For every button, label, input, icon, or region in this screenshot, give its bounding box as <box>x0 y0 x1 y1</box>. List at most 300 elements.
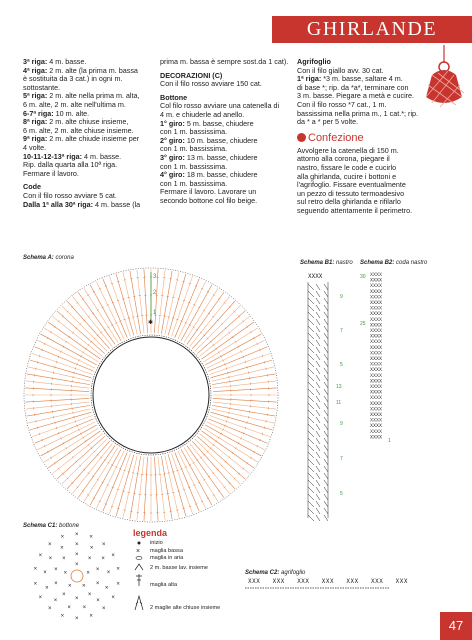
nastro-row-number: 7 <box>340 328 343 334</box>
nastro-diagram <box>298 270 358 522</box>
corona-stitch-tick <box>117 281 119 282</box>
corona-stitch <box>116 274 134 335</box>
nastro-stitch <box>308 361 328 367</box>
nastro-stitch <box>308 375 328 381</box>
instruction-text: 10 m. basse, chiudere <box>184 135 258 145</box>
bottone-stitch: × <box>116 566 120 573</box>
corona-stitch-tick <box>124 510 126 511</box>
instruction-label: 9ª riga: <box>23 134 48 144</box>
coda-stitch-row: XXXX <box>370 339 383 346</box>
corona-stitch <box>158 457 165 521</box>
corona-stitch-tick <box>176 510 178 511</box>
corona-stitch-tick <box>264 361 265 363</box>
coda-row-number: 1 <box>388 438 391 444</box>
corona-stitch <box>175 452 199 511</box>
instruction-text: con 1 m. bassissima. <box>160 127 228 137</box>
bottone-stitch: × <box>38 553 43 559</box>
nastro-stitch <box>308 431 328 437</box>
coda-stitch-row: XXXX <box>370 305 383 312</box>
corona-stitch <box>190 296 230 346</box>
col1-paragraph <box>23 58 155 178</box>
confezione-heading-text: Confezione <box>308 131 364 144</box>
instruction-text: con 1 m. bassissima. <box>160 144 228 154</box>
instruction-text: 2 m. alte (la prima m. bassa <box>47 65 138 75</box>
nastro-stitch <box>308 501 328 507</box>
bottone-stitch: × <box>89 545 94 552</box>
instruction-text: 4 m. basse. <box>47 57 87 66</box>
coda-stitch-row: XXXX <box>370 344 383 351</box>
corona-stitch-tick <box>266 368 267 370</box>
corona-stitch-tick <box>74 372 75 374</box>
col3-confezione-paragraph <box>297 147 425 216</box>
instruction-label: 1ª riga: <box>297 74 322 84</box>
instruction-text: *3 m. basse, saltare 4 m. <box>321 74 403 84</box>
nastro-row-number: 7 <box>340 456 343 462</box>
corona-stitch <box>154 457 158 521</box>
nastro-row-number: 5 <box>340 362 343 368</box>
bottone-stitch: × <box>48 555 53 562</box>
coda-stitch-row: XXXX <box>370 428 383 435</box>
corona-stitch-tick <box>128 318 130 319</box>
instruction-label: 3ª riga: <box>23 57 48 66</box>
coda-stitch-row: XXXX <box>370 417 383 424</box>
decorazioni-heading: DECORAZIONI (C) <box>160 70 223 80</box>
schema-b1-label-key: Schema B1: <box>300 260 335 266</box>
corona-stitch-tick <box>247 422 248 424</box>
corona-stitch <box>52 316 102 356</box>
schema-a-label-name: corona <box>55 255 74 261</box>
corona-stitch <box>32 353 92 374</box>
corona-stitch-tick <box>266 420 267 422</box>
instruction-text: Col filo rosso avviare una catenella di <box>160 101 280 111</box>
bottone-stitch: × <box>116 581 120 588</box>
corona-stitch <box>165 272 179 334</box>
corona-stitch <box>211 360 272 378</box>
coda-stitch-row: XXXX <box>370 400 383 407</box>
corona-stitch-tick <box>168 317 170 318</box>
coda-stitch-row: XXXX <box>370 434 383 441</box>
bottone-stitch: × <box>43 570 47 577</box>
corona-stitch <box>48 431 100 468</box>
corona-stitch-tick <box>168 473 170 474</box>
corona-stitch <box>26 402 90 409</box>
bottone-stitch: × <box>86 570 90 577</box>
nastro-stitch <box>308 410 328 416</box>
corona-stitch-tick <box>122 491 124 492</box>
bottone-stitch: × <box>82 605 87 612</box>
nastro-stitch <box>308 354 328 360</box>
corona-stitch-tick <box>128 297 130 298</box>
coda-stitch-row: XXXX <box>370 356 383 362</box>
corona-stitch-tick <box>183 281 185 282</box>
bottone-stitch: × <box>60 545 64 552</box>
corona-stitch <box>144 269 148 333</box>
nastro-stitch <box>308 403 328 409</box>
bottone-stitch: × <box>95 580 100 587</box>
bottone-stitch: × <box>89 534 93 541</box>
corona-stitch <box>212 405 275 416</box>
legend-item: maglia alta <box>150 582 178 588</box>
corona-stitch-tick <box>183 508 185 509</box>
instruction-text: 5 m. basse, chiudere <box>184 118 254 128</box>
corona-stitch <box>72 296 112 346</box>
text-line: nastro, fissare le code e cucirlo <box>297 162 397 172</box>
corona-stitch <box>123 272 137 334</box>
corona-stitch <box>116 455 134 516</box>
coda-stitch-row: XXXX <box>370 277 383 284</box>
bottone-stitch: × <box>82 583 86 590</box>
corona-stitch <box>171 454 192 514</box>
nastro-stitch <box>308 459 328 465</box>
corona-stitch-tick <box>36 420 37 422</box>
coda-stitch-row: XXXX <box>370 378 383 385</box>
corona-stitch <box>210 415 270 436</box>
schema-b2-label-name: coda nastro <box>396 260 428 266</box>
corona-stitch <box>137 457 144 521</box>
corona-stitch-tick <box>264 427 265 429</box>
instruction-label: 2° giro: <box>160 135 185 145</box>
corona-row-number: 2 <box>153 290 157 296</box>
coda-stitch-row: XXXX <box>370 322 383 329</box>
nastro-stitch <box>308 291 328 297</box>
nastro-stitch <box>308 396 328 402</box>
bottone-stitch: × <box>75 562 79 568</box>
bottone-stitch: × <box>75 616 79 622</box>
dc2tog-icon <box>135 596 143 610</box>
corona-stitch-tick <box>178 491 180 492</box>
bottone-stitch: × <box>60 613 65 620</box>
corona-diagram <box>20 264 285 526</box>
corona-stitch <box>72 443 112 493</box>
bottone-center-ring <box>71 570 83 582</box>
corona-stitch <box>213 402 277 409</box>
instruction-text: secondo bottone col filo beige. <box>160 195 258 205</box>
corona-stitch-tick <box>53 416 54 418</box>
corona-stitch <box>208 419 267 443</box>
nastro-stitch <box>308 298 328 304</box>
text-line <box>23 170 155 179</box>
corona-stitch <box>195 306 240 351</box>
nastro-stitch <box>308 424 328 430</box>
schema-c1-label-name: bottone <box>59 523 80 529</box>
text-line: l'agrifoglio. Fissare eventualmente <box>297 180 406 190</box>
corona-stitch-tick <box>128 492 130 493</box>
instruction-text: 4 volte. <box>23 142 47 152</box>
nastro-stitch <box>308 508 328 514</box>
corona-row-number: 3 <box>153 274 157 280</box>
instruction-label: 10-11-12-13ª riga: <box>23 151 82 161</box>
text-line <box>297 118 425 127</box>
schema-c2-label-name: agrifoglio <box>281 570 306 576</box>
nastro-stitch <box>308 494 328 500</box>
coda-stitch-row: XXXX <box>370 406 383 413</box>
instruction-label: 8ª riga: <box>23 117 48 127</box>
instruction-label: 4ª riga: <box>23 65 48 75</box>
corona-stitch <box>158 270 165 334</box>
double-crochet-icon <box>136 574 142 586</box>
instruction-text: Rip. dalla quarta alla 10ª riga. <box>23 160 118 170</box>
bottone-stitch: × <box>62 556 66 563</box>
bottone-stitch: × <box>54 567 58 574</box>
coda-stitch-row: XXXX <box>370 423 383 430</box>
corona-stitch <box>175 279 199 338</box>
corona-stitch-tick <box>228 372 229 374</box>
instruction-text: 4 m. e chiuderle ad anello. <box>160 109 245 119</box>
nastro-row-number: 9 <box>340 421 343 427</box>
corona-stitch <box>78 446 115 498</box>
header-band <box>272 16 472 43</box>
column-2 <box>160 58 290 211</box>
nastro-stitch <box>308 347 328 353</box>
corona-stitch <box>27 374 90 385</box>
corona-stitch <box>212 374 275 385</box>
text-line: prima m. bassa è sempre sost.da 1 cat). <box>160 57 289 66</box>
nastro-stitch <box>308 305 328 311</box>
corona-stitch <box>28 409 90 423</box>
schema-b2-label <box>360 260 427 266</box>
corona-stitch <box>52 434 102 474</box>
instruction-text: 18 m. basse, chiudere <box>184 170 258 180</box>
corona-stitch-tick <box>128 472 130 473</box>
col2-bottone-paragraph <box>160 102 290 205</box>
legend-item: 2 maglie alte chiuse insieme <box>150 605 221 611</box>
corona-stitch <box>211 412 272 430</box>
nastro-stitch <box>308 312 328 318</box>
corona-stitch <box>27 405 90 416</box>
bottone-stitch: × <box>111 595 115 601</box>
coda-stitch-row: XXXX <box>370 384 383 390</box>
nastro-stitch <box>308 438 328 444</box>
nastro-stitch <box>308 480 328 486</box>
instruction-text: da * a * per 5 volte. <box>297 117 359 127</box>
nastro-row-number: 11 <box>336 400 342 406</box>
corona-stitch <box>187 292 224 344</box>
nastro-stitch <box>308 284 328 290</box>
corona-stitch <box>28 367 90 381</box>
text-line: sul retro della ghirlanda e rifilarlo <box>297 197 401 207</box>
nastro-stitch <box>308 382 328 388</box>
corona-stitch <box>130 456 141 519</box>
coda-stitch-row: XXXX <box>370 272 383 278</box>
corona-stitch <box>211 409 273 423</box>
nastro-stitch <box>308 333 328 339</box>
corona-stitch <box>25 398 89 402</box>
nastro-stitch <box>308 389 328 395</box>
nastro-row-number: 13 <box>336 384 342 390</box>
agrifoglio-baseline <box>245 585 395 591</box>
coda-stitch-row: XXXX <box>370 300 383 306</box>
agrifoglio-stitch-row: XXX XXX XXX XXX XXX XXX XXX <box>248 578 408 585</box>
corona-stitch-tick <box>228 416 229 418</box>
corona-stitch-tick <box>55 422 56 424</box>
schema-c1-label-key: Schema C1: <box>23 523 58 529</box>
bottone-stitch: × <box>101 555 105 562</box>
corona-stitch-tick <box>247 366 248 368</box>
legend-item: 2 m. basse lav. insieme <box>150 565 209 571</box>
bottone-stitch: × <box>33 581 38 588</box>
code-heading: Code <box>23 182 41 192</box>
coda-stitch-row: XXXX <box>370 333 383 340</box>
bottone-stitch: × <box>62 591 66 598</box>
instruction-text: 4 m. basse. <box>82 151 122 161</box>
schema-c2-label <box>245 570 305 576</box>
corona-inner-chain <box>91 335 211 455</box>
coda-stitch-row: XXXX <box>370 412 383 418</box>
text-line: un pezzo di tessuto termoadesivo <box>297 188 405 198</box>
coda-stitch-row: XXXX <box>370 294 383 301</box>
bottone-stitch: × <box>95 567 100 574</box>
corona-stitch-tick <box>37 361 38 363</box>
instruction-text: 2 m. alte chiuse insieme, <box>47 117 129 127</box>
nastro-stitch <box>308 326 328 332</box>
legend-item: inizio <box>150 540 163 546</box>
instruction-text: 13 m. basse, chiudere <box>184 152 258 162</box>
nastro-stitch <box>308 445 328 451</box>
corona-stitch-tick <box>248 416 249 418</box>
instruction-text: 2 m. alte nella prima m. alta, <box>47 91 140 101</box>
nastro-stitch <box>308 417 328 423</box>
corona-stitch-tick <box>172 297 174 298</box>
corona-stitch <box>165 455 179 517</box>
legend-symbols <box>128 540 152 620</box>
text-line: Con il filo rosso avviare 150 cat. <box>160 79 262 89</box>
nastro-stitch <box>308 452 328 458</box>
bottone-stitch: × <box>106 570 111 577</box>
schema-c2-label-key: Schema C2: <box>245 570 280 576</box>
legend-item: maglia in aria <box>150 555 184 561</box>
bottone-stitch: × <box>63 570 68 577</box>
coda-nastro-diagram <box>360 270 400 450</box>
bottone-stitch: × <box>45 585 49 592</box>
schema-b1-label <box>300 260 353 266</box>
text-line <box>160 197 290 206</box>
instruction-text: 2 m. alte chiude insieme per <box>47 134 140 144</box>
corona-stitch <box>213 381 277 388</box>
nastro-stitch <box>308 515 328 521</box>
bottone-stitch: × <box>101 541 106 548</box>
instruction-text: con 1 m. bassissima. <box>160 161 228 171</box>
instruction-text: di base *; rip. da *a*, terminare con <box>297 82 409 92</box>
corona-stitch-tick <box>74 416 75 418</box>
corona-stitch-tick <box>36 368 37 370</box>
corona-stitch-tick <box>124 280 126 281</box>
corona-stitch <box>199 434 249 474</box>
corona-stitch-tick <box>178 299 180 300</box>
nastro-stitch <box>308 466 328 472</box>
coda-stitch-row: XXXX <box>370 283 383 290</box>
instruction-text: Con il filo rosso *7 cat., 1 m. <box>297 99 387 109</box>
corona-stitch <box>30 412 91 430</box>
corona-stitch <box>103 452 127 511</box>
legend-item: maglia bassa <box>150 548 183 554</box>
instruction-text: Fermare il lavoro. Lavorare un <box>160 187 257 197</box>
corona-stitch <box>26 381 90 388</box>
instruction-label: Dalla 1ª alla 30ª riga: <box>23 199 94 209</box>
bottone-stitches <box>34 532 121 622</box>
corona-stitch <box>213 388 277 392</box>
instruction-text: 4 m. basse (la <box>93 199 141 209</box>
instruction-text: Con il filo rosso avviare 5 cat. <box>23 190 117 200</box>
nastro-row-number: 9 <box>340 294 343 300</box>
bottone-stitch: × <box>75 596 79 602</box>
bottone-stitch: × <box>96 597 100 604</box>
corona-stitch <box>210 353 270 374</box>
bottone-stitch: × <box>89 613 93 620</box>
corona-stitch <box>62 439 107 484</box>
coda-stitch-row: XXXX <box>370 389 383 396</box>
corona-stitch-tick <box>122 299 124 300</box>
bottone-stitch: × <box>48 606 52 613</box>
corona-stitch-tick <box>55 366 56 368</box>
instruction-text: sottostante. <box>23 82 61 92</box>
bottone-stitch: × <box>67 583 72 590</box>
corona-stitch-tick <box>117 508 119 509</box>
corona-stitch-tick <box>229 376 230 378</box>
corona-stitch <box>123 455 137 517</box>
corona-stitch <box>48 322 100 359</box>
nastro-stitch <box>308 487 328 493</box>
instruction-label: 6-7ª riga: <box>23 108 54 118</box>
corona-stitch-tick <box>172 492 174 493</box>
instruction-label: 4° giro: <box>160 170 185 180</box>
bottone-stitch: × <box>111 553 115 559</box>
coda-row-number: 25 <box>360 321 366 327</box>
bottone-stitch: × <box>75 552 79 558</box>
corona-stitch <box>137 270 144 334</box>
bell-ornament-icon <box>418 45 470 115</box>
corona-stitch <box>190 443 230 493</box>
bottone-stitch: × <box>75 542 79 548</box>
corona-stitch <box>208 347 267 371</box>
schema-b2-label-key: Schema B2: <box>360 260 395 266</box>
coda-nastro-stitches <box>370 272 382 440</box>
nastro-stitch <box>308 368 328 374</box>
legend-title: legenda <box>133 528 168 538</box>
corona-stitch <box>62 306 107 351</box>
corona-stitch-tick <box>229 412 230 414</box>
corona-row-number: 1 <box>153 310 157 316</box>
instruction-text: Con il filo giallo avv. 30 cat. <box>297 65 384 75</box>
coda-stitch-row: XXXX <box>370 395 383 402</box>
nastro-row-number: 5 <box>340 491 343 497</box>
text-line: alla ghirlanda, cucire i bottoni e <box>297 171 397 181</box>
instruction-text: con 1 m. bassissima. <box>160 178 228 188</box>
instruction-text: Fermare il lavoro. <box>23 168 79 178</box>
text-line: seguendo attentamente il perimetro. <box>297 205 413 215</box>
corona-stitch <box>144 457 148 521</box>
corona-stitch-tick <box>73 376 74 378</box>
instruction-label: 1° giro: <box>160 118 185 128</box>
schema-a-label-key: Schema A: <box>23 255 54 261</box>
bottone-heading: Bottone <box>160 92 188 102</box>
column-1 <box>23 58 155 214</box>
corona-stitch-tick <box>172 318 174 319</box>
corona-stitch <box>168 455 186 516</box>
coda-stitch-row: XXXX <box>370 367 383 374</box>
bottone-stitch: × <box>67 605 71 612</box>
corona-stitch <box>195 439 240 484</box>
nastro-stitch <box>308 340 328 346</box>
instruction-label: 3° giro: <box>160 152 185 162</box>
bottone-stitch: × <box>60 534 65 541</box>
corona-stitch-tick <box>53 372 54 374</box>
corona-stitch-tick <box>132 473 134 474</box>
coda-row-number: 30 <box>360 274 366 280</box>
bottone-stitch: × <box>87 556 92 563</box>
instruction-text: 10 m. alte. <box>53 108 90 118</box>
corona-inner-ring <box>93 337 209 453</box>
start-dot-icon <box>138 542 141 545</box>
